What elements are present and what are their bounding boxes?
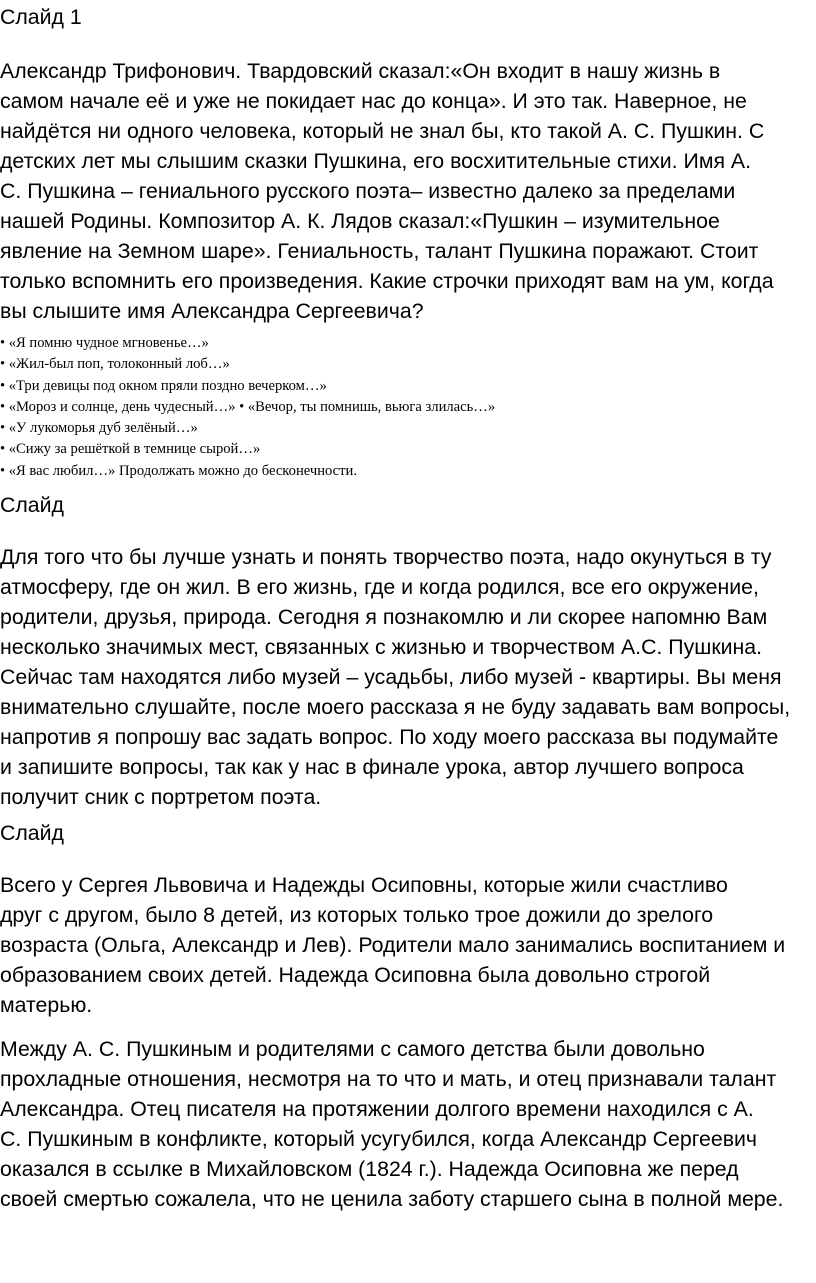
slide1-paragraph xyxy=(0,56,774,326)
text-line: явление на Земном шаре». Гениальность, талант Пушкина поражают. Стоит xyxy=(0,239,759,263)
text-line: С. Пушкиным в конфликте, который усугубился, когда Александр Сергеевич xyxy=(0,1127,758,1151)
poem-bullet-list xyxy=(0,333,495,482)
text-line: прохладные отношения, несмотря на то что и мать, и отец признавали талант xyxy=(0,1067,777,1091)
slide2-paragraph xyxy=(0,542,790,812)
text-line: Для того что бы лучше узнать и понять творчество поэта, надо окунуться в ту xyxy=(0,545,772,569)
text-line: и запишите вопросы, так как у нас в финале урока, автор лучшего вопроса xyxy=(0,755,744,779)
text-line: только вспомнить его произведения. Какие строчки приходят вам на ум, когда xyxy=(0,269,774,293)
slide2-title: Слайд xyxy=(0,493,64,517)
text-line: матерью. xyxy=(0,993,93,1017)
text-line: самом начале её и уже не покидает нас до конца». И это так. Наверное, не xyxy=(0,89,747,113)
text-line: родители, друзья, природа. Сегодня я познакомлю и ли скорее напомню Вам xyxy=(0,605,768,629)
text-line: Сейчас там находятся либо музей – усадьбы, либо музей - квартиры. Вы меня xyxy=(0,665,782,689)
text-line: С. Пушкина – гениального русского поэта– известно далеко за пределами xyxy=(0,179,736,203)
text-line: Между А. С. Пушкиным и родителями с самого детства были довольно xyxy=(0,1037,705,1061)
text-line: своей смертью сожалела, что не ценила заботу старшего сына в полной мере. xyxy=(0,1187,784,1211)
text-line: найдётся ни одного человека, который не знал бы, кто такой А. С. Пушкин. С xyxy=(0,119,765,143)
bullet-item: • «Сижу за решёткой в темнице сырой…» xyxy=(0,441,261,458)
text-line: нашей Родины. Композитор А. К. Лядов сказал:«Пушкин – изумительное xyxy=(0,209,720,233)
text-line: образованием своих детей. Надежда Осиповна была довольно строгой xyxy=(0,963,711,987)
text-line: Александр Трифонович. Твардовский сказал:«Он входит в нашу жизнь в xyxy=(0,59,721,83)
text-line: Александра. Отец писателя на протяжении долгого времени находился с А. xyxy=(0,1097,754,1121)
text-line: детских лет мы слышим сказки Пушкина, его восхитительные стихи. Имя А. xyxy=(0,149,752,173)
slide3-title: Слайд xyxy=(0,821,64,845)
text-line: несколько значимых мест, связанных с жизнью и творчеством А.С. Пушкина. xyxy=(0,635,763,659)
text-line: возраста (Ольга, Александр и Лев). Родители мало занимались воспитанием и xyxy=(0,933,786,957)
text-line: внимательно слушайте, после моего рассказа я не буду задавать вам вопросы, xyxy=(0,695,791,719)
bullet-item: • «Жил-был поп, толоконный лоб…» xyxy=(0,356,230,373)
bullet-item: • «Три девицы под окном пряли поздно вечерком…» xyxy=(0,377,327,394)
text-line: напротив я попрошу вас задать вопрос. По ходу моего рассказа вы подумайте xyxy=(0,725,779,749)
slide3-paragraph-2 xyxy=(0,1034,783,1214)
bullet-item: • «Я помню чудное мгновенье…» xyxy=(0,335,209,351)
text-line: оказался в ссылке в Михайловском (1824 г.). Надежда Осиповна же перед xyxy=(0,1157,739,1181)
text-line: Всего у Сергея Львовича и Надежды Осиповны, которые жили счастливо xyxy=(0,873,728,897)
text-line: атмосферу, где он жил. В его жизнь, где и когда родился, все его окружение, xyxy=(0,575,759,599)
slide3-paragraph-1 xyxy=(0,870,785,1020)
bullet-item: • «Мороз и солнце, день чудесный…» • «Вечор, ты помнишь, вьюга злилась…» xyxy=(0,398,496,415)
slide1-title: Слайд 1 xyxy=(0,5,82,29)
text-line: получит сник с портретом поэта. xyxy=(0,785,322,809)
text-line: вы слышите имя Александра Сергеевича? xyxy=(0,299,424,323)
text-line: друг с другом, было 8 детей, из которых только трое дожили до зрелого xyxy=(0,903,714,927)
bullet-item: • «Я вас любил…» Продолжать можно до бесконечности. xyxy=(0,462,357,479)
bullet-item: • «У лукоморья дуб зелёный…» xyxy=(0,420,198,437)
